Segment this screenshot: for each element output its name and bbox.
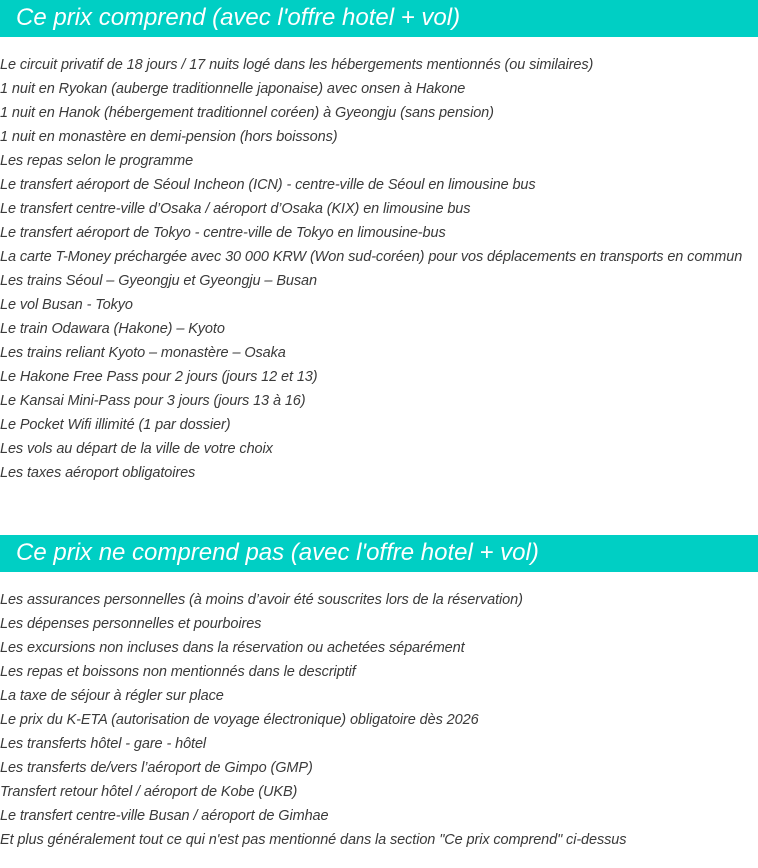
included-item: Les trains Séoul – Gyeongju et Gyeongju – Busan xyxy=(0,273,317,289)
excluded-item: Les transferts hôtel - gare - hôtel xyxy=(0,736,207,752)
included-item: 1 nuit en Ryokan (auberge traditionnelle japonaise) avec onsen à Hakone xyxy=(0,81,466,97)
excluded-item: La taxe de séjour à régler sur place xyxy=(0,688,224,704)
included-item: Les vols au départ de la ville de votre choix xyxy=(0,441,273,457)
excluded-item: Les excursions non incluses dans la réservation ou achetées séparément xyxy=(0,640,465,656)
included-item: Les taxes aéroport obligatoires xyxy=(0,465,196,481)
excluded-section-title: Ce prix ne comprend pas (avec l'offre hotel + vol) xyxy=(16,539,539,566)
excluded-section-header xyxy=(0,535,758,572)
included-item: Le Kansai Mini-Pass pour 3 jours (jours 13 à 16) xyxy=(0,393,306,409)
included-item: 1 nuit en Hanok (hébergement traditionnel coréen) à Gyeongju (sans pension) xyxy=(0,105,494,121)
included-item: Le circuit privatif de 18 jours / 17 nuits logé dans les hébergements mentionnés (ou similaires) xyxy=(0,57,594,73)
included-item: Le Pocket Wifi illimité (1 par dossier) xyxy=(0,417,231,433)
excluded-item: Le prix du K-ETA (autorisation de voyage électronique) obligatoire dès 2026 xyxy=(0,712,479,728)
excluded-item: Les repas et boissons non mentionnés dans le descriptif xyxy=(0,664,356,680)
included-item: Le transfert aéroport de Séoul Incheon (ICN) - centre-ville de Séoul en limousine bus xyxy=(0,177,536,193)
excluded-item: Transfert retour hôtel / aéroport de Kobe (UKB) xyxy=(0,784,298,800)
included-item: Le train Odawara (Hakone) – Kyoto xyxy=(0,321,225,337)
included-section-header xyxy=(0,0,758,37)
included-list xyxy=(0,53,758,485)
included-item: 1 nuit en monastère en demi-pension (hors boissons) xyxy=(0,129,338,145)
included-item: Le vol Busan - Tokyo xyxy=(0,297,133,313)
excluded-list xyxy=(0,588,758,852)
included-section-title: Ce prix comprend (avec l'offre hotel + vol) xyxy=(16,4,461,31)
excluded-item: Et plus généralement tout ce qui n'est pas mentionné dans la section "Ce prix comprend" ci-dessus xyxy=(0,832,627,848)
included-item: Les trains reliant Kyoto – monastère – Osaka xyxy=(0,345,286,361)
included-item: Les repas selon le programme xyxy=(0,153,194,169)
excluded-item: Le transfert centre-ville Busan / aéroport de Gimhae xyxy=(0,808,329,824)
included-item: Le transfert aéroport de Tokyo - centre-ville de Tokyo en limousine-bus xyxy=(0,225,446,241)
excluded-item: Les transferts de/vers l’aéroport de Gimpo (GMP) xyxy=(0,760,313,776)
excluded-item: Les dépenses personnelles et pourboires xyxy=(0,616,262,632)
included-item: Le transfert centre-ville d’Osaka / aéroport d’Osaka (KIX) en limousine bus xyxy=(0,201,471,217)
included-item: La carte T-Money préchargée avec 30 000 KRW (Won sud-coréen) pour vos déplacements en transports en commun xyxy=(0,249,743,265)
excluded-item: Les assurances personnelles (à moins d’avoir été souscrites lors de la réservation) xyxy=(0,592,523,608)
included-item: Le Hakone Free Pass pour 2 jours (jours 12 et 13) xyxy=(0,369,318,385)
